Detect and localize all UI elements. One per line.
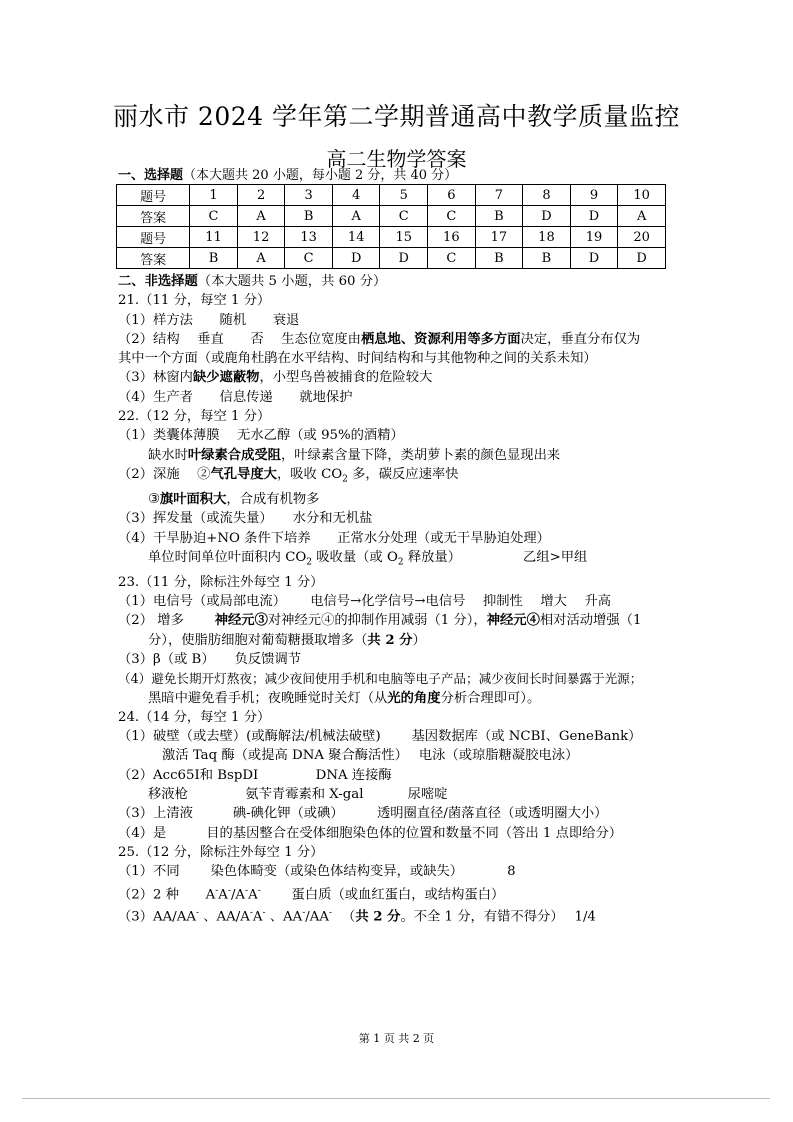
q21-line: （4）生产者 信息传递 就地保护 bbox=[118, 389, 353, 405]
table-cell: D bbox=[618, 248, 666, 269]
answers-body bbox=[118, 274, 678, 927]
table-cell: 18 bbox=[523, 227, 571, 248]
q22-head: 22.（12 分，每空 1 分） bbox=[118, 409, 271, 425]
table-cell: 11 bbox=[190, 227, 238, 248]
table-cell: 19 bbox=[570, 227, 618, 248]
q23-line: 黑暗中避免看手机；夜晚睡觉时关灯（从光的角度分析合理即可）。 bbox=[148, 690, 541, 706]
q21-line: 其中一个方面（或鹿角杜鹃在水平结构、时间结构和与其他物种之间的关系未知） bbox=[118, 351, 597, 367]
q25-line: （1）不同 染色体畸变（或染色体结构变异，或缺失） 8 bbox=[118, 864, 516, 880]
q22-line: ③旗叶面积大，合成有机物多 bbox=[148, 491, 320, 507]
q24-head: 24.（14 分，每空 1 分） bbox=[118, 709, 271, 725]
q24-line: （3）上清液 碘-碘化钾（或碘） 透明圈直径/菌落直径（或透明圈大小） bbox=[118, 806, 608, 822]
table-cell: A bbox=[237, 248, 285, 269]
table-cell: 8 bbox=[523, 185, 571, 206]
page-subtitle: 高二生物学答案 bbox=[326, 147, 467, 171]
q25-line: （2）2 种 A-A-/A-A- 蛋白质（或血红蛋白，或结构蛋白） bbox=[118, 885, 505, 902]
q25-head: 25.（12 分，除标注外每空 1 分） bbox=[118, 844, 324, 860]
table-cell: A bbox=[237, 206, 285, 227]
table-cell: 7 bbox=[475, 185, 523, 206]
q22-line: （4）干旱胁迫+NO 条件下培养 正常水分处理（或无干旱胁迫处理） bbox=[118, 530, 550, 546]
table-cell: B bbox=[285, 206, 333, 227]
part2-heading: 二、非选择题（本大题共 5 小题，共 60 分） bbox=[118, 274, 387, 289]
table-cell: D bbox=[380, 248, 428, 269]
table-row-ans-2: 答案 B A C D D C B B D D bbox=[117, 248, 666, 269]
table-cell: D bbox=[523, 206, 571, 227]
table-cell: D bbox=[570, 206, 618, 227]
table-cell: C bbox=[380, 206, 428, 227]
q21-line: （1）样方法 随机 衰退 bbox=[118, 312, 300, 328]
q24-line: （4）是 目的基因整合在受体细胞染色体的位置和数量不同（答出 1 点即给分） bbox=[118, 825, 623, 841]
q21-head: 21.（11 分，每空 1 分） bbox=[118, 293, 271, 309]
table-cell: A bbox=[332, 206, 380, 227]
q25-line: （3）AA/AA- 、AA/A-A- 、AA-/AA- （共 2 分。不全 1 分，有错不得分） 1/4 bbox=[118, 908, 596, 925]
table-cell: 5 bbox=[380, 185, 428, 206]
table-cell: B bbox=[475, 248, 523, 269]
q23-head: 23.（11 分，除标注外每空 1 分） bbox=[118, 574, 324, 590]
table-cell: C bbox=[428, 248, 476, 269]
table-cell: B bbox=[523, 248, 571, 269]
table-cell: 2 bbox=[237, 185, 285, 206]
answer-table bbox=[116, 184, 666, 269]
table-cell: 3 bbox=[285, 185, 333, 206]
table-row-ans-1: 答案 C A B A C C B D D A bbox=[117, 206, 666, 227]
table-cell: 17 bbox=[475, 227, 523, 248]
table-cell: 4 bbox=[332, 185, 380, 206]
table-cell: 12 bbox=[237, 227, 285, 248]
table-cell: B bbox=[475, 206, 523, 227]
table-cell: 6 bbox=[428, 185, 476, 206]
table-cell: 14 bbox=[332, 227, 380, 248]
q23-line: 分），使脂肪细胞对葡萄糖摄取增多（共 2 分） bbox=[148, 632, 426, 648]
page-title: 丽水市 2024 学年第二学期普通高中教学质量监控 bbox=[112, 102, 681, 131]
table-cell: D bbox=[570, 248, 618, 269]
q24-line: （2）Acc65Ⅰ和 BspDⅠ DNA 连接酶 bbox=[118, 767, 392, 783]
q24-line: （1）破壁（或去壁）(或酶解法/机械法破壁) 基因数据库（或 NCBI、GeneBank） bbox=[118, 729, 642, 745]
q21-line: （3）林窗内缺少遮蔽物，小型鸟兽被捕食的危险较大 bbox=[118, 370, 433, 386]
table-cell: B bbox=[190, 248, 238, 269]
table-cell: A bbox=[618, 206, 666, 227]
table-cell: 13 bbox=[285, 227, 333, 248]
table-cell: 1 bbox=[190, 185, 238, 206]
divider bbox=[22, 1098, 770, 1099]
q24-line: 激活 Taq 酶（或提高 DNA 聚合酶活性） 电泳（或琼脂糖凝胶电泳） bbox=[162, 748, 579, 764]
table-cell: D bbox=[332, 248, 380, 269]
table-cell: 16 bbox=[428, 227, 476, 248]
part1-heading: 一、选择题（本大题共 20 小题，每小题 2 分，共 40 分） bbox=[118, 168, 458, 183]
q22-line: （1）类囊体薄膜 无水乙醇（或 95%的酒精） bbox=[118, 428, 404, 444]
table-row-nums-2: 题号 11 12 13 14 15 16 17 18 19 20 bbox=[117, 227, 666, 248]
table-cell: 20 bbox=[618, 227, 666, 248]
q24-line: 移液枪 氨苄青霉素和 X-gal 尿嘧啶 bbox=[148, 787, 448, 803]
table-cell: C bbox=[428, 206, 476, 227]
table-cell: 15 bbox=[380, 227, 428, 248]
q22-line: （3）挥发量（或流失量） 水分和无机盐 bbox=[118, 511, 373, 527]
q23-line: （3）β（或 B） 负反馈调节 bbox=[118, 651, 302, 667]
page-footer: 第 1 页 共 2 页 bbox=[358, 1032, 435, 1045]
q23-line: （1）电信号（或局部电流） 电信号→化学信号→电信号 抑制性 增大 升高 bbox=[118, 594, 612, 610]
q22-line: （2）深施 ②气孔导度大，吸收 $CO_2$ 多，碳反应速率快 bbox=[118, 466, 459, 485]
table-cell: 10 bbox=[618, 185, 666, 206]
q23-line: （4）避免长期开灯熬夜；减少夜间使用手机和电脑等电子产品；减少夜间长时间暴露于光源； bbox=[118, 671, 643, 687]
table-cell: 9 bbox=[570, 185, 618, 206]
table-cell: C bbox=[285, 248, 333, 269]
q21-line: （2）结构 垂直 否 生态位宽度由栖息地、资源利用等多方面决定，垂直分布仅为 bbox=[118, 331, 641, 347]
table-cell: C bbox=[190, 206, 238, 227]
table-row-nums-1: 题号 1 2 3 4 5 6 7 8 9 10 bbox=[117, 185, 666, 206]
q22-line: 缺水时叶绿素合成受阻，叶绿素含量下降，类胡萝卜素的颜色显现出来 bbox=[148, 447, 561, 463]
q23-line: （2） 增多 神经元③对神经元④的抑制作用减弱（1 分），神经元④相对活动增强（1 bbox=[118, 613, 642, 629]
q22-line: 单位时间单位叶面积内 $CO_2$ 吸收量（或 $O_2$ 释放量） 乙组>甲组 bbox=[148, 549, 588, 568]
